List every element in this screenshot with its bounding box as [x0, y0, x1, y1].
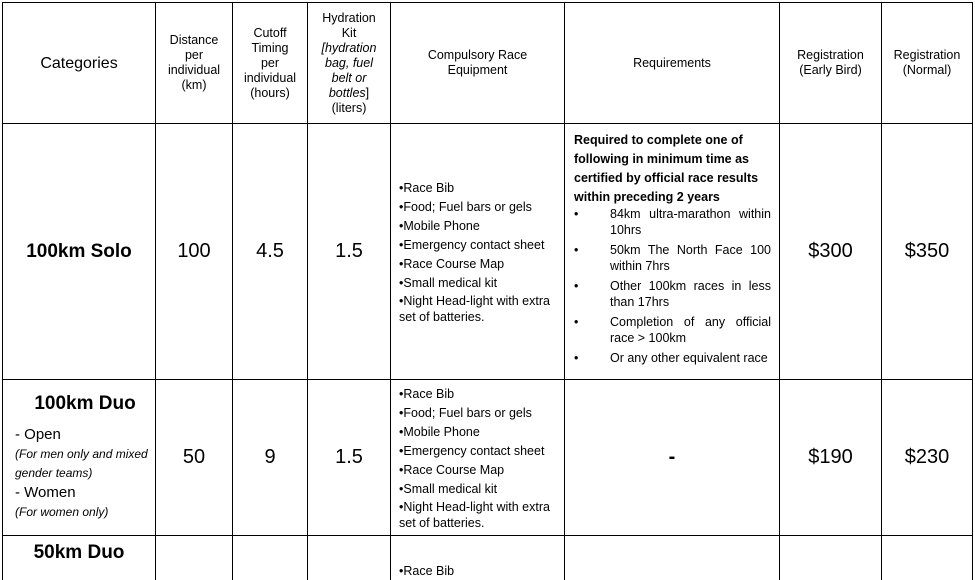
table-row [3, 380, 973, 536]
equipment-item: •Race Bib [399, 386, 455, 401]
equipment-list [391, 385, 564, 531]
header-categories: Categories [3, 3, 156, 124]
distance-cell: 100 [156, 124, 233, 380]
header-equipment-l2: Equipment [447, 63, 508, 77]
header-hydration-l3: (liters) [331, 100, 367, 115]
equipment-item: •Small medical kit [399, 275, 498, 290]
cutoff-cell: 9 [233, 380, 308, 536]
header-registration-early [780, 3, 882, 124]
header-hydration-i2: bag, fuel [325, 55, 373, 70]
list-item [574, 279, 771, 310]
requirements-cell: - [565, 380, 780, 536]
equipment-item: •Emergency contact sheet [399, 237, 545, 252]
distance-cell [156, 536, 233, 580]
header-distance [156, 3, 233, 124]
registration-normal-cell: $350 [882, 124, 973, 380]
equipment-item: •Food; Fuel bars or gels [399, 405, 532, 420]
bullet: • [574, 351, 579, 366]
category-women-note: (For women only) [15, 505, 109, 519]
header-reg-early-l2: (Early Bird) [799, 63, 862, 77]
header-hydration-i1: [hydration [321, 40, 377, 55]
header-cutoff-l2: Timing [251, 40, 289, 55]
registration-normal-cell [882, 536, 973, 580]
header-hydration-i3: belt or [331, 70, 367, 85]
header-distance-l2: per [184, 48, 204, 62]
category-open-label: - Open [15, 426, 61, 443]
header-equipment-l1: Compulsory Race [427, 48, 528, 62]
equipment-list [391, 536, 564, 580]
header-cutoff-l4: individual [243, 70, 297, 85]
header-distance-l3: individual [167, 63, 221, 77]
requirement-text: Completion of any official race > 100km [610, 315, 771, 345]
header-hydration-l2: Kit [341, 25, 357, 40]
cutoff-cell: 4.5 [233, 124, 308, 380]
equipment-item: •Race Course Map [399, 256, 505, 271]
header-row [3, 3, 973, 124]
list-item [574, 315, 771, 346]
equipment-item: •Race Bib [399, 180, 455, 195]
category-open-note: (For men only and mixed gender teams) [15, 447, 148, 480]
header-cutoff [233, 3, 308, 124]
cutoff-cell [233, 536, 308, 580]
registration-early-cell: $300 [780, 124, 882, 380]
requirement-text: 50km The North Face 100 within 7hrs [610, 243, 771, 273]
distance-cell: 50 [156, 380, 233, 536]
header-cutoff-l1: Cutoff [253, 25, 287, 40]
equipment-list [391, 179, 564, 325]
registration-normal-cell: $230 [882, 380, 973, 536]
header-cutoff-l3: per [260, 55, 280, 70]
equipment-item: •Mobile Phone [399, 218, 480, 233]
equipment-item: •Emergency contact sheet [399, 443, 545, 458]
category-cell: 100km Solo [3, 124, 156, 380]
header-reg-normal-l2: (Normal) [902, 63, 952, 77]
requirement-text: Other 100km races in less than 17hrs [610, 279, 771, 309]
requirements-list [565, 207, 779, 367]
bullet: • [574, 315, 579, 330]
header-hydration-l1: Hydration [322, 10, 376, 25]
header-equipment [391, 3, 565, 124]
table-row [3, 124, 973, 380]
category-title: 50km Duo [33, 542, 125, 563]
hydration-cell: 1.5 [308, 124, 391, 380]
equipment-item: •Mobile Phone [399, 424, 480, 439]
list-item [574, 243, 771, 274]
race-categories-table [2, 2, 973, 580]
bullet: • [574, 207, 579, 222]
equipment-item: •Small medical kit [399, 481, 498, 496]
registration-early-cell: $190 [780, 380, 882, 536]
requirement-text: Or any other equivalent race [610, 351, 768, 366]
requirement-text: 84km ultra-marathon within 10hrs [610, 207, 771, 237]
bullet: • [574, 279, 579, 294]
requirements-cell [565, 124, 780, 380]
header-distance-l1: Distance [169, 33, 219, 47]
registration-early-cell [780, 536, 882, 580]
category-title: 100km Duo [34, 393, 136, 414]
table-row [3, 536, 973, 580]
header-hydration-bracket: ] [365, 85, 370, 100]
equipment-cell [391, 536, 565, 580]
category-women-label: - Women [15, 484, 76, 501]
equipment-item: •Race Course Map [399, 462, 505, 477]
header-requirements: Requirements [565, 3, 780, 124]
list-item [574, 351, 771, 367]
equipment-item: •Night Head-light with extra set of batteries. [399, 499, 550, 530]
header-distance-l4: (km) [181, 78, 207, 92]
category-cell [3, 380, 156, 536]
bullet: • [574, 243, 579, 258]
header-hydration-i4: bottles [328, 85, 366, 100]
header-hydration [308, 3, 391, 124]
header-reg-early-l1: Registration [797, 48, 864, 62]
equipment-item: •Race Bib [399, 564, 455, 578]
category-cell [3, 536, 156, 580]
requirements-cell [565, 536, 780, 580]
header-reg-normal-l1: Registration [893, 48, 961, 62]
equipment-cell [391, 380, 565, 536]
category-duo [3, 393, 155, 522]
requirements-heading: Required to complete one of following in minimum time as certified by official race results within preceding 2 years [574, 133, 759, 205]
equipment-item: •Night Head-light with extra set of batteries. [399, 293, 550, 324]
equipment-item: •Food; Fuel bars or gels [399, 199, 532, 214]
list-item [574, 207, 771, 238]
header-cutoff-l5: (hours) [250, 85, 290, 100]
equipment-cell [391, 124, 565, 380]
header-registration-normal [882, 3, 973, 124]
hydration-cell [308, 536, 391, 580]
hydration-cell: 1.5 [308, 380, 391, 536]
